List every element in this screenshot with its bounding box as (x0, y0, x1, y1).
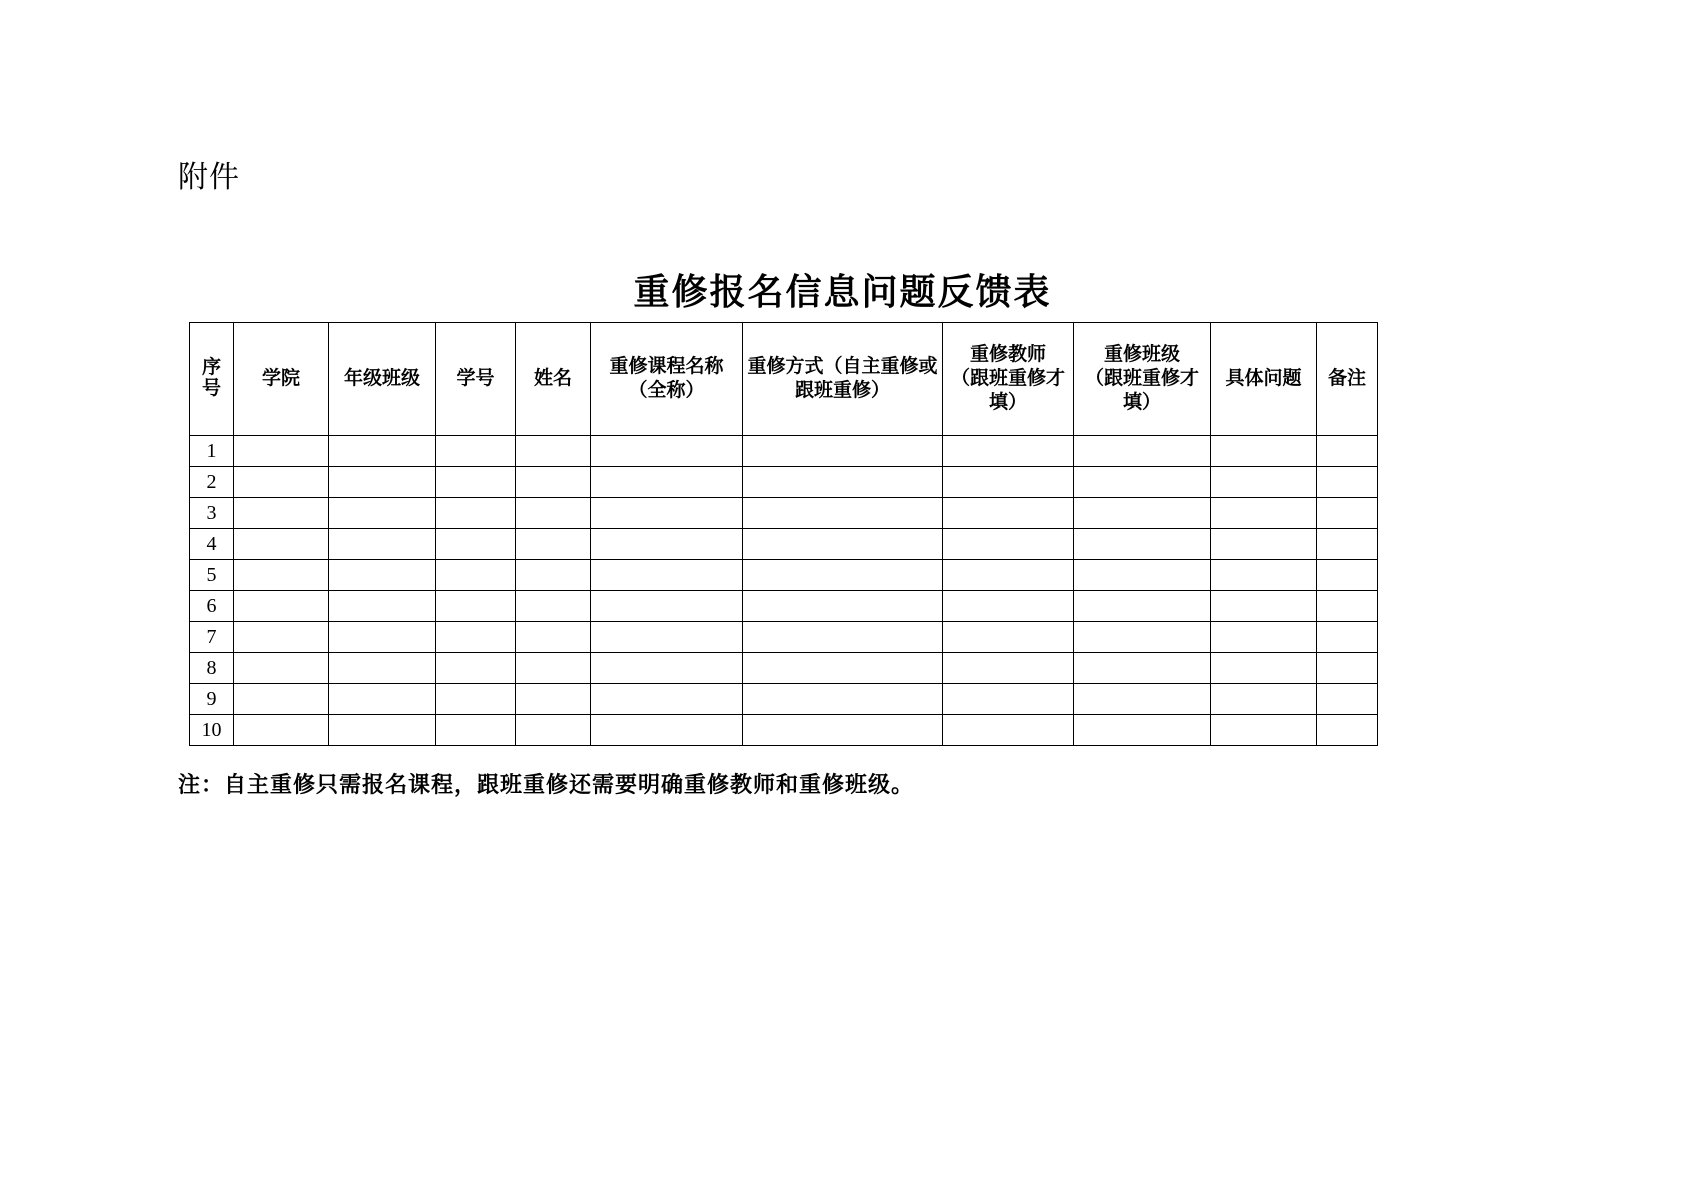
cell-teacher[interactable] (943, 591, 1074, 622)
cell-name[interactable] (516, 684, 591, 715)
cell-retake-class[interactable] (1074, 684, 1211, 715)
column-header-name: 姓名 (516, 323, 591, 436)
cell-index: 3 (190, 498, 234, 529)
cell-course[interactable] (591, 684, 743, 715)
cell-problem[interactable] (1211, 529, 1317, 560)
cell-index: 5 (190, 560, 234, 591)
cell-name[interactable] (516, 529, 591, 560)
cell-college[interactable] (234, 622, 329, 653)
cell-teacher[interactable] (943, 498, 1074, 529)
cell-course[interactable] (591, 498, 743, 529)
cell-student-id[interactable] (436, 622, 516, 653)
cell-remark[interactable] (1317, 498, 1378, 529)
column-header-teacher (943, 323, 1074, 436)
cell-college[interactable] (234, 529, 329, 560)
cell-course[interactable] (591, 653, 743, 684)
cell-teacher[interactable] (943, 622, 1074, 653)
table-row (190, 591, 1378, 622)
cell-name[interactable] (516, 653, 591, 684)
cell-course[interactable] (591, 529, 743, 560)
cell-retake-class[interactable] (1074, 529, 1211, 560)
cell-remark[interactable] (1317, 715, 1378, 746)
cell-remark[interactable] (1317, 560, 1378, 591)
cell-index: 6 (190, 591, 234, 622)
cell-student-id[interactable] (436, 467, 516, 498)
column-header-teacher-line2: （跟班重修才 (950, 368, 1065, 390)
table-row (190, 529, 1378, 560)
cell-problem[interactable] (1211, 467, 1317, 498)
retake-feedback-table (189, 322, 1378, 746)
cell-college[interactable] (234, 560, 329, 591)
cell-student-id[interactable] (436, 560, 516, 591)
cell-retake-class[interactable] (1074, 591, 1211, 622)
table-row (190, 467, 1378, 498)
cell-problem[interactable] (1211, 715, 1317, 746)
table-row (190, 684, 1378, 715)
table-note: 注：自主重修只需报名课程，跟班重修还需要明确重修教师和重修班级。 (178, 772, 915, 797)
table-row (190, 560, 1378, 591)
cell-mode[interactable] (743, 591, 943, 622)
cell-student-id[interactable] (436, 591, 516, 622)
cell-grade-class[interactable] (329, 715, 436, 746)
cell-problem[interactable] (1211, 560, 1317, 591)
cell-remark[interactable] (1317, 436, 1378, 467)
column-header-index-line1: 序 (201, 357, 221, 379)
cell-problem[interactable] (1211, 684, 1317, 715)
cell-grade-class[interactable] (329, 467, 436, 498)
attachment-label: 附件 (178, 161, 240, 194)
column-header-retake-class-line1: 重修班级 (1103, 344, 1180, 366)
table-header (190, 323, 1378, 436)
table-header-row (190, 323, 1378, 436)
cell-student-id[interactable] (436, 653, 516, 684)
cell-mode[interactable] (743, 467, 943, 498)
cell-index: 8 (190, 653, 234, 684)
cell-remark[interactable] (1317, 653, 1378, 684)
cell-mode[interactable] (743, 653, 943, 684)
cell-course[interactable] (591, 591, 743, 622)
page-title: 重修报名信息问题反馈表 (633, 272, 1052, 312)
cell-retake-class[interactable] (1074, 560, 1211, 591)
cell-course[interactable] (591, 560, 743, 591)
cell-grade-class[interactable] (329, 622, 436, 653)
cell-grade-class[interactable] (329, 436, 436, 467)
column-header-grade-class: 年级班级 (329, 323, 436, 436)
cell-retake-class[interactable] (1074, 467, 1211, 498)
cell-teacher[interactable] (943, 653, 1074, 684)
cell-mode[interactable] (743, 622, 943, 653)
cell-remark[interactable] (1317, 684, 1378, 715)
cell-student-id[interactable] (436, 498, 516, 529)
cell-index: 7 (190, 622, 234, 653)
cell-teacher[interactable] (943, 560, 1074, 591)
cell-remark[interactable] (1317, 529, 1378, 560)
cell-index: 9 (190, 684, 234, 715)
cell-name[interactable] (516, 498, 591, 529)
cell-teacher[interactable] (943, 467, 1074, 498)
cell-college[interactable] (234, 591, 329, 622)
cell-problem[interactable] (1211, 498, 1317, 529)
table-body (190, 436, 1378, 746)
cell-retake-class[interactable] (1074, 715, 1211, 746)
cell-grade-class[interactable] (329, 498, 436, 529)
column-header-retake-class (1074, 323, 1211, 436)
cell-problem[interactable] (1211, 622, 1317, 653)
column-header-index-line2: 号 (201, 378, 221, 399)
cell-student-id[interactable] (436, 684, 516, 715)
cell-grade-class[interactable] (329, 560, 436, 591)
cell-retake-class[interactable] (1074, 653, 1211, 684)
table-row (190, 622, 1378, 653)
cell-index: 1 (190, 436, 234, 467)
column-header-remark: 备注 (1317, 323, 1378, 436)
table-row (190, 653, 1378, 684)
column-header-mode-line2: 跟班重修） (794, 380, 890, 401)
cell-name[interactable] (516, 560, 591, 591)
cell-college[interactable] (234, 684, 329, 715)
cell-name[interactable] (516, 467, 591, 498)
cell-course[interactable] (591, 467, 743, 498)
cell-remark[interactable] (1317, 467, 1378, 498)
column-header-course-line2: （全称） (628, 380, 705, 401)
column-header-course (591, 323, 743, 436)
cell-course[interactable] (591, 436, 743, 467)
column-header-teacher-line3: 填） (988, 391, 1027, 413)
cell-teacher[interactable] (943, 436, 1074, 467)
column-header-retake-class-line3: 填） (1122, 391, 1161, 413)
cell-mode[interactable] (743, 529, 943, 560)
cell-mode[interactable] (743, 684, 943, 715)
column-header-student-id: 学号 (436, 323, 516, 436)
cell-name[interactable] (516, 591, 591, 622)
cell-problem[interactable] (1211, 591, 1317, 622)
cell-mode[interactable] (743, 560, 943, 591)
cell-retake-class[interactable] (1074, 498, 1211, 529)
cell-remark[interactable] (1317, 591, 1378, 622)
cell-college[interactable] (234, 436, 329, 467)
cell-problem[interactable] (1211, 653, 1317, 684)
cell-name[interactable] (516, 715, 591, 746)
cell-index: 2 (190, 467, 234, 498)
cell-grade-class[interactable] (329, 591, 436, 622)
cell-grade-class[interactable] (329, 684, 436, 715)
cell-student-id[interactable] (436, 529, 516, 560)
cell-course[interactable] (591, 622, 743, 653)
cell-course[interactable] (591, 715, 743, 746)
column-header-course-line1: 重修课程名称 (609, 356, 724, 378)
cell-college[interactable] (234, 653, 329, 684)
cell-grade-class[interactable] (329, 653, 436, 684)
table-row (190, 498, 1378, 529)
cell-college[interactable] (234, 467, 329, 498)
cell-mode[interactable] (743, 436, 943, 467)
table-row (190, 715, 1378, 746)
cell-mode[interactable] (743, 498, 943, 529)
column-header-teacher-line1: 重修教师 (969, 344, 1046, 366)
cell-index: 4 (190, 529, 234, 560)
cell-student-id[interactable] (436, 436, 516, 467)
cell-grade-class[interactable] (329, 529, 436, 560)
column-header-problem: 具体问题 (1211, 323, 1317, 436)
cell-teacher[interactable] (943, 529, 1074, 560)
cell-retake-class[interactable] (1074, 622, 1211, 653)
cell-remark[interactable] (1317, 622, 1378, 653)
column-header-retake-class-line2: （跟班重修才 (1084, 368, 1199, 390)
cell-index: 10 (190, 715, 234, 746)
cell-teacher[interactable] (943, 684, 1074, 715)
cell-name[interactable] (516, 622, 591, 653)
cell-college[interactable] (234, 498, 329, 529)
cell-college[interactable] (234, 715, 329, 746)
cell-problem[interactable] (1211, 436, 1317, 467)
cell-name[interactable] (516, 436, 591, 467)
cell-retake-class[interactable] (1074, 436, 1211, 467)
cell-mode[interactable] (743, 715, 943, 746)
cell-teacher[interactable] (943, 715, 1074, 746)
cell-student-id[interactable] (436, 715, 516, 746)
column-header-index (190, 323, 234, 436)
column-header-mode-line1: 重修方式（自主重修或 (747, 356, 938, 378)
column-header-mode (743, 323, 943, 436)
table-row (190, 436, 1378, 467)
column-header-college: 学院 (234, 323, 329, 436)
